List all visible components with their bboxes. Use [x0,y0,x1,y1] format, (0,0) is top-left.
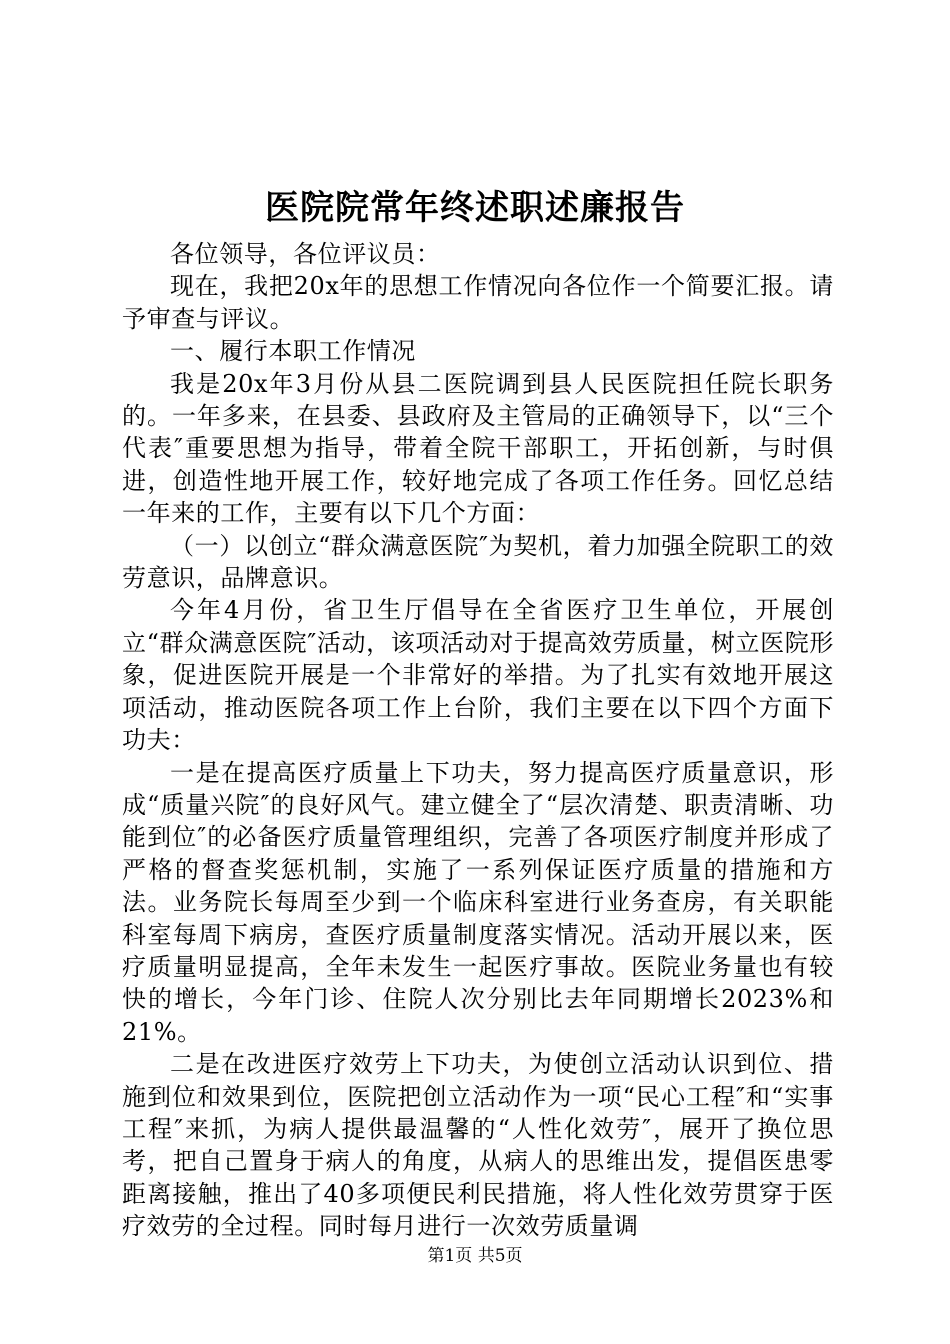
salutation-paragraph: 各位领导，各位评议员： [170,240,441,268]
page-footer: 第1页 共5页 [427,1246,523,1266]
document-title: 医院院常年终述职述廉报告 [265,188,685,228]
body-paragraph: 二是在改进医疗效劳上下功夫，为使创立活动认识到位、措施到位和效果到位，医院把创立活动作为一项“民心工程″和“实事工程″来抓，为病人提供最温馨的“人性化效劳″，展开了换位思考，把自己置身于病人的角度，从病人的思维出发，提倡医患零距离接触，推出了40多项便民利民措施，将人性化效劳贯穿于医疗效劳的全过程。同时每月进行一次效劳质量调 [122,1050,834,1241]
intro-paragraph: 现在，我把20x年的思想工作情况向各位作一个简要汇报。请予审查与评议。 [122,272,834,333]
body-paragraph: 今年4月份，省卫生厅倡导在全省医疗卫生单位，开展创立“群众满意医院″活动，该项活动对于提高效劳质量，树立医院形象，促进医院开展是一个非常好的举措。为了扎实有效地开展这项活动，推动医院各项工作上台阶，我们主要在以下四个方面下功夫： [122,596,834,755]
body-paragraph: 我是20x年3月份从县二医院调到县人民医院担任院长职务的。一年多来，在县委、县政府及主管局的正确领导下，以“三个代表″重要思想为指导，带着全院干部职工，开拓创新，与时俱进，创造性地开展工作，较好地完成了各项工作任务。回忆总结一年来的工作，主要有以下几个方面： [122,369,834,528]
body-paragraph: 一是在提高医疗质量上下功夫，努力提高医疗质量意识，形成“质量兴院″的良好风气。建立健全了“层次清楚、职责清晰、功能到位″的必备医疗质量管理组织，完善了各项医疗制度并形成了严格的督查奖惩机制，实施了一系列保证医疗质量的措施和方法。业务院长每周至少到一个临床科室进行业务查房，有关职能科室每周下病房，查医疗质量制度落实情况。活动开展以来，医疗质量明显提高，全年未发生一起医疗事故。医院业务量也有较快的增长，今年门诊、住院人次分别比去年同期增长2023%和21%。 [122,758,834,1046]
document-body [122,238,834,1243]
section-heading: 一、履行本职工作情况 [170,337,416,366]
subsection-heading: （一）以创立“群众满意医院″为契机，着力加强全院职工的效劳意识，品牌意识。 [122,531,834,593]
